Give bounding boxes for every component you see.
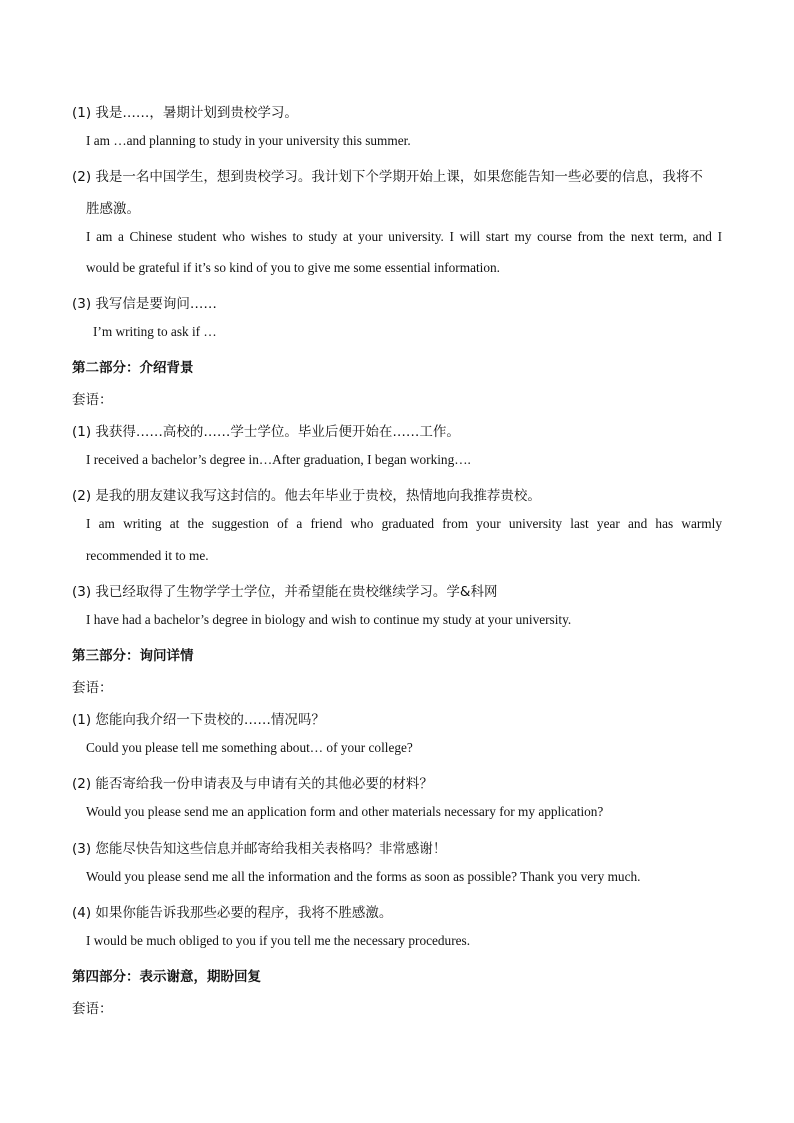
phrase-cn-2-1: (1) 我获得……高校的……学士学位。毕业后便开始在……工作。 <box>72 424 460 440</box>
phrase-en-1-2-cont: would be grateful if it’s so kind of you to give me some essential information. <box>86 260 500 275</box>
phrase-cn-2-3: (3) 我已经取得了生物学学士学位，并希望能在贵校继续学习。学&科网 <box>72 584 498 600</box>
set-phrases-label-4: 套语： <box>72 1001 113 1017</box>
phrase-en-1-2: I am a Chinese student who wishes to study at your university. I will start my course from the next term, and I <box>86 229 722 244</box>
phrase-cn-3-3: (3) 您能尽快告知这些信息并邮寄给我相关表格吗？非常感谢！ <box>72 841 447 857</box>
phrase-en-2-3: I have had a bachelor’s degree in biology and wish to continue my study at your university. <box>86 612 572 627</box>
phrase-en-3-4: I would be much obliged to you if you tell me the necessary procedures. <box>86 933 471 948</box>
phrase-cn-3-4: (4) 如果你能告诉我那些必要的程序，我将不胜感激。 <box>72 905 393 921</box>
phrase-cn-1-2-cont: 胜感激。 <box>86 201 140 217</box>
phrase-en-3-2: Would you please send me an application form and other materials necessary for my application? <box>86 804 604 819</box>
set-phrases-label-2: 套语： <box>72 392 113 408</box>
phrase-cn-3-2: (2) 能否寄给我一份申请表及与申请有关的其他必要的材料？ <box>72 776 433 792</box>
section-heading-3: 第三部分：询问详情 <box>72 648 194 664</box>
phrase-cn-1-2: (2) 我是一名中国学生，想到贵校学习。我计划下个学期开始上课，如果您能告知一些必要的信息，我将不 <box>72 169 703 185</box>
phrase-cn-1-1: (1) 我是……，暑期计划到贵校学习。 <box>72 105 298 121</box>
phrase-cn-1-3: (3) 我写信是要询问…… <box>72 296 217 312</box>
phrase-en-1-1: I am …and planning to study in your university this summer. <box>86 133 411 148</box>
phrase-cn-2-2: (2) 是我的朋友建议我写这封信的。他去年毕业于贵校，热情地向我推荐贵校。 <box>72 488 541 504</box>
phrase-en-1-3: I’m writing to ask if … <box>93 324 217 339</box>
phrase-en-3-3: Would you please send me all the information and the forms as soon as possible? Thank you very much. <box>86 869 641 884</box>
section-heading-4: 第四部分：表示谢意，期盼回复 <box>72 969 261 985</box>
set-phrases-label-3: 套语： <box>72 680 113 696</box>
phrase-en-2-1: I received a bachelor’s degree in…After graduation, I began working…. <box>86 452 471 467</box>
phrase-cn-3-1: (1) 您能向我介绍一下贵校的……情况吗？ <box>72 712 325 728</box>
phrase-en-2-2-cont: recommended it to me. <box>86 548 209 563</box>
section-heading-2: 第二部分：介绍背景 <box>72 360 194 376</box>
phrase-en-2-2: I am writing at the suggestion of a friend who graduated from your university last year and has warmly <box>86 516 722 531</box>
phrase-en-3-1: Could you please tell me something about… of your college? <box>86 740 413 755</box>
